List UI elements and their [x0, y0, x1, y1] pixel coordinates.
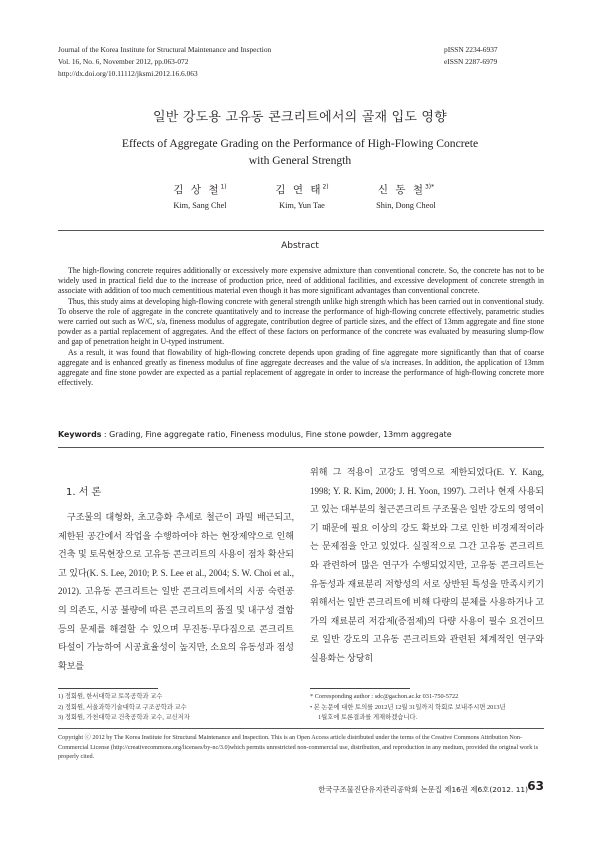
author-1-name-ko: 김 상 철: [173, 184, 221, 196]
body-column-right: [310, 463, 544, 668]
body-paragraph-right: 위해 그 적용이 고강도 영역으로 제한되었다(E. Y. Kang, 1998; Y. R. Kim, 2000; J. H. Yoon, 1997). 그러나 현재 사용되고 있는 대부분의 철근콘크리트 구조물은 일반 강도의 영역이기 때문에 필요 이상의 강도 확보와 그로 인한 비경제적이라는 문제점을 안고 있었다. 실질적으로 그간 고유동 콘크리트와 관련하여 많은 연구가 수행되었지만, 고유동 콘크리트는 유동성과 재료분리 저항성의 서로 상반된 특성을 만족시키기 위해서는 일반 콘크리트에 비해 다량의 분체를 사용하거나 고가의 재료분리 저감제(증점제)의 다량 사용이 필수 요건이므로 일반 강도의 고유동 콘크리트와 관련된 체계적인 연구와 실용화는 상당히: [310, 467, 544, 663]
abstract-paragraph-3: As a result, it was found that flowability of high-flowing concrete depends upon grading of fine aggregate more significantly than that of coarse aggregate and is enhanced greatly as fineness modulus of fine aggregate decreases and the value of s/a increases. In addition, the application of 13mm aggregate and fine stone powder are expected as a partial replacement of aggregate in order to increase the performance of high-flowing concrete more effectively.: [58, 347, 544, 388]
body-paragraph-left: 구조물의 대형화, 초고층화 추세로 철근이 과밀 배근되고, 제한된 공간에서 작업을 수행하여야 하는 현장제약으로 인해 건축 및 토목현장으로 고유동 콘크리트의 사용이 점차 확산되고 있다(K. S. Lee, 2010; P. S. Lee et al., 2004; S. W. Choi et al., 2012). 고유동 콘크리트는 일반 콘크리트에서의 시공 숙련공의 의존도, 시공 불량에 따른 콘크리트의 품질 및 내구성 결함 등의 문제를 해결할 수 있으며 무진동·무다짐으로 콘크리트 타설이 가능하여 시공효율성이 높지만, 소요의 유동성과 점성 확보를: [58, 512, 294, 671]
eissn: eISSN 2287-6979: [444, 57, 498, 66]
author-3-name-ko: 신 동 철: [377, 184, 425, 196]
abstract-paragraph-2: Thus, this study aims at developing high-flowing concrete with general strength unlike high strength which has been carried out in conventional study. To observe the role of aggregate in the concrete quantitatively and to increase the performance of high-flowing concrete effectively, parametric studies were carried out such as W/C, s/a, fineness modulus of aggregate, contribution degree of particle sizes, and the effect of 13mm aggregate and fine stone powder as a partial replacement of aggregates. And the effect of these factors on performance of the concrete was evaluated by measuring slump-flow and gap of penetration height in U-typed instrument.: [58, 296, 544, 347]
issn-block: [444, 44, 544, 68]
author-2: [252, 182, 352, 210]
abstract-paragraph-1: The high-flowing concrete requires additionally or excessively more expensive admixture than conventional concrete. So, the concrete has not to be widely used in practical field due to the increase of production price, need of additional facilities, and excessive development of concrete strength in associate with addition of too much cementitious material even though it has more significant advantages than conventional concrete.: [58, 266, 544, 296]
footnotes-correspondence: [310, 692, 544, 724]
copyright-notice: Copyright ⓒ 2012 by The Korea Institute for Structural Maintenance and Inspection. This is an Open Access article distributed under the terms of the Creative Commons Attribution Non-Commercial License (http://creativecommons.org/licenses/by-nc/3.0)which permits unrestricted non-commercial use, distribution, and reproduction in any medium, provided the original work is properly cited.: [58, 734, 538, 761]
author-2-affil: 2): [322, 183, 329, 191]
author-1: [150, 182, 250, 210]
author-1-affil: 1): [220, 183, 227, 191]
footer-journal: 한국구조물진단유지관리공학회 논문집 제16권 제6호(2012. 11): [318, 785, 528, 794]
keywords-label: Keywords: [58, 430, 102, 439]
abstract-heading: Abstract: [281, 241, 319, 251]
footnote-rule-left: [58, 688, 158, 689]
footnote-author-3: 3) 정회원, 가천대학교 건축공학과 교수, 교신저자: [58, 714, 190, 722]
pissn: pISSN 2234-6937: [444, 45, 498, 54]
discussion-note-2: 1월호에 토론결과를 게재하겠습니다.: [318, 714, 418, 722]
footnotes-affiliations: [58, 692, 294, 724]
abstract-bottom-rule: [58, 447, 544, 448]
abstract-top-rule: [58, 230, 544, 231]
section-heading-introduction: 1. 서 론: [66, 487, 102, 498]
corresponding-author: * Corresponding author : sdc@gachon.ac.kr 031-750-5722: [310, 693, 459, 700]
author-3-name-en: Shin, Dong Cheol: [376, 201, 436, 210]
author-3: [350, 182, 462, 210]
doi-link[interactable]: http://dx.doi.org/10.11112/jksmi.2012.16.6.063: [58, 69, 198, 78]
author-3-affil: 3)*: [424, 183, 435, 191]
keywords-line: Keywords : Grading, Fine aggregate ratio, Fineness modulus, Fine stone powder, 13mm aggregate: [58, 430, 452, 439]
footnote-author-2: 2) 정회원, 서울과학기술대학교 구조공학과 교수: [58, 703, 187, 711]
title-korean: 일반 강도용 고유동 콘크리트에서의 골재 입도 영향: [153, 110, 447, 125]
author-2-name-en: Kim, Yun Tae: [279, 201, 325, 210]
body-column-left: [58, 508, 294, 675]
journal-volume: Vol. 16, No. 6, November 2012, pp.063-072: [58, 57, 189, 66]
page-number: 63: [527, 779, 544, 793]
title-english-line2: with General Strength: [248, 154, 352, 167]
author-2-name-ko: 김 연 태: [275, 184, 323, 196]
footnote-rule-right: [310, 688, 410, 689]
author-1-name-en: Kim, Sang Chel: [173, 201, 227, 210]
discussion-note-1: • 본 논문에 대한 토의를 2012년 12월 31일까지 학회로 보내주시면 2013년: [310, 703, 506, 711]
title-english-line1: Effects of Aggregate Grading on the Performance of High-Flowing Concrete: [121, 137, 479, 150]
journal-name: Journal of the Korea Institute for Structural Maintenance and Inspection: [58, 45, 272, 54]
keywords-list: Grading, Fine aggregate ratio, Fineness modulus, Fine stone powder, 13mm aggregate: [109, 430, 452, 439]
copyright-rule: [58, 728, 544, 729]
journal-header: [58, 44, 271, 80]
abstract-body: [58, 266, 544, 388]
title-english: [80, 135, 520, 169]
footnote-author-1: 1) 정회원, 한서대학교 토목공학과 교수: [58, 693, 163, 700]
